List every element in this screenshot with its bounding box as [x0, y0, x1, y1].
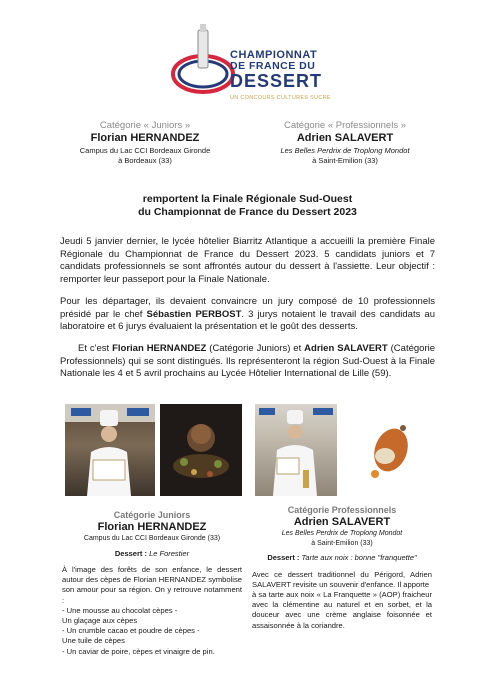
pros-title: Catégorie Professionnels: [287, 505, 397, 515]
juniors-dessert-label: Dessert :: [114, 548, 147, 558]
header-juniors-category: Catégorie « Juniors »: [99, 120, 191, 131]
pros-dessert-label: Dessert :: [267, 553, 300, 562]
juniors-dessert-name: Le Forestier: [149, 548, 190, 558]
logo-line-3: DESSERT: [230, 71, 323, 91]
paragraph-winners: [60, 343, 435, 381]
header-juniors: [60, 120, 230, 166]
winners-text-c: (Catégorie Juniors) et: [206, 343, 305, 354]
championnat-logo: [165, 22, 375, 106]
header-juniors-city: à Bordeaux (33): [118, 156, 172, 165]
headline-line-1: remportent la Finale Régionale Sud-Ouest: [142, 193, 353, 205]
juniors-intro: À l'image des forêts de son enfance, le dessert autour des cèpes de Florian HERNANDEZ symbolise son amour pour sa région. On y retrouve notamment :: [62, 565, 242, 605]
logo-line-2: DE FRANCE DU: [230, 60, 316, 72]
pros-name: Adrien SALAVERT: [293, 515, 391, 528]
juniors-item: - Un crumble cacao et poudre de cèpes -: [62, 626, 200, 636]
juniors-title: Catégorie Juniors: [113, 510, 191, 520]
pros-description: [252, 570, 432, 631]
jury-president: Sébastien PERBOST: [146, 308, 242, 320]
pros-dessert: [252, 553, 432, 564]
jury-text-c: . 3 jurys notaient le travail des candidats au laboratoire et 6 jurys évaluaient la présentation et le goût des desserts.: [60, 308, 435, 332]
pros-dessert-name: Tarte aux noix : bonne "franquette": [301, 553, 417, 562]
photo-pro-portrait: [255, 404, 337, 496]
header-pros: [255, 120, 435, 166]
logo-line-1: CHAMPIONNAT: [230, 49, 318, 61]
pros-place: Les Belles Perdrix de Troplong Mondot: [281, 530, 403, 537]
juniors-description: [62, 565, 242, 657]
logo-tagline: UN CONCOURS CULTURES SUCRE: [230, 95, 331, 101]
jury-text-a: Pour les départager, ils devaient convaincre un jury composé de 10 professionnels présidé par le chef: [60, 296, 435, 320]
paragraph-intro: Jeudi 5 janvier dernier, le lycée hôtelier Biarritz Atlantique a accueilli la première Finale Régionale du Championnat de France du Dessert 2023. 5 candidats juniors et 7 candidats professionnels se sont affrontés autour du dessert à l'assiette. Leur objectif : remporter leur passeport pour la Finale Nationale.: [60, 236, 435, 285]
pros-paragraph-2: à sa tarte aux noix « La Franquette » (AOP) fraicheur avec la clémentine au naturel et en sorbet, et la douceur avec une crème anglaise foisonnée et assaisonnée à la coriandre.: [252, 589, 432, 630]
logo-emblem-icon: [165, 22, 235, 106]
juniors-item: - Une mousse au chocolat cèpes -: [62, 605, 178, 615]
photo-junior-portrait: [65, 404, 155, 496]
headline-line-2: du Championnat de France du Dessert 2023: [138, 206, 357, 218]
juniors-item: - Un caviar de poire, cèpes et vinaigre de pin.: [62, 646, 215, 656]
pros-paragraph-1: Avec ce dessert traditionnel du Périgord, Adrien SALAVERT revisite un souvenir d'enfance. Il apporte: [252, 569, 432, 589]
header-juniors-place: Campus du Lac CCI Bordeaux Gironde: [79, 146, 211, 155]
pros-city: à Saint-Emilion (33): [311, 539, 373, 547]
headline: [60, 193, 435, 219]
winners-pro: Adrien SALAVERT: [304, 343, 388, 354]
juniors-item: Un glaçage aux cèpes: [62, 616, 138, 626]
juniors-name: Florian HERNANDEZ: [97, 520, 207, 533]
header-pros-place: Les Belles Perdrix de Troplong Mondot: [280, 146, 410, 155]
juniors-section: [62, 510, 242, 657]
header-juniors-name: Florian HERNANDEZ: [90, 132, 200, 144]
winners-text-a: Et c'est: [78, 343, 113, 354]
header-pros-category: Catégorie « Professionnels »: [284, 120, 406, 131]
photo-pro-dessert: [345, 404, 430, 496]
header-pros-name: Adrien SALAVERT: [296, 132, 394, 144]
winners-junior: Florian HERNANDEZ: [112, 343, 207, 354]
juniors-dessert: [62, 549, 242, 560]
paragraph-jury: [60, 296, 435, 334]
pros-section: [252, 505, 432, 631]
juniors-item: Une tuile de cèpes: [62, 636, 125, 646]
winners-text-e: (Catégorie Professionnels) qui se sont distingués. Ils représenteront la région Sud-Ouest à la Finale Nationale les 4 et 5 avril prochains au Lycée Hôtelier International de Lille (59).: [60, 343, 435, 379]
photo-junior-dessert: [160, 404, 242, 496]
header-pros-city: à Saint-Emilion (33): [312, 156, 378, 165]
juniors-place: Campus du Lac CCI Bordeaux Gironde (33): [83, 535, 221, 542]
